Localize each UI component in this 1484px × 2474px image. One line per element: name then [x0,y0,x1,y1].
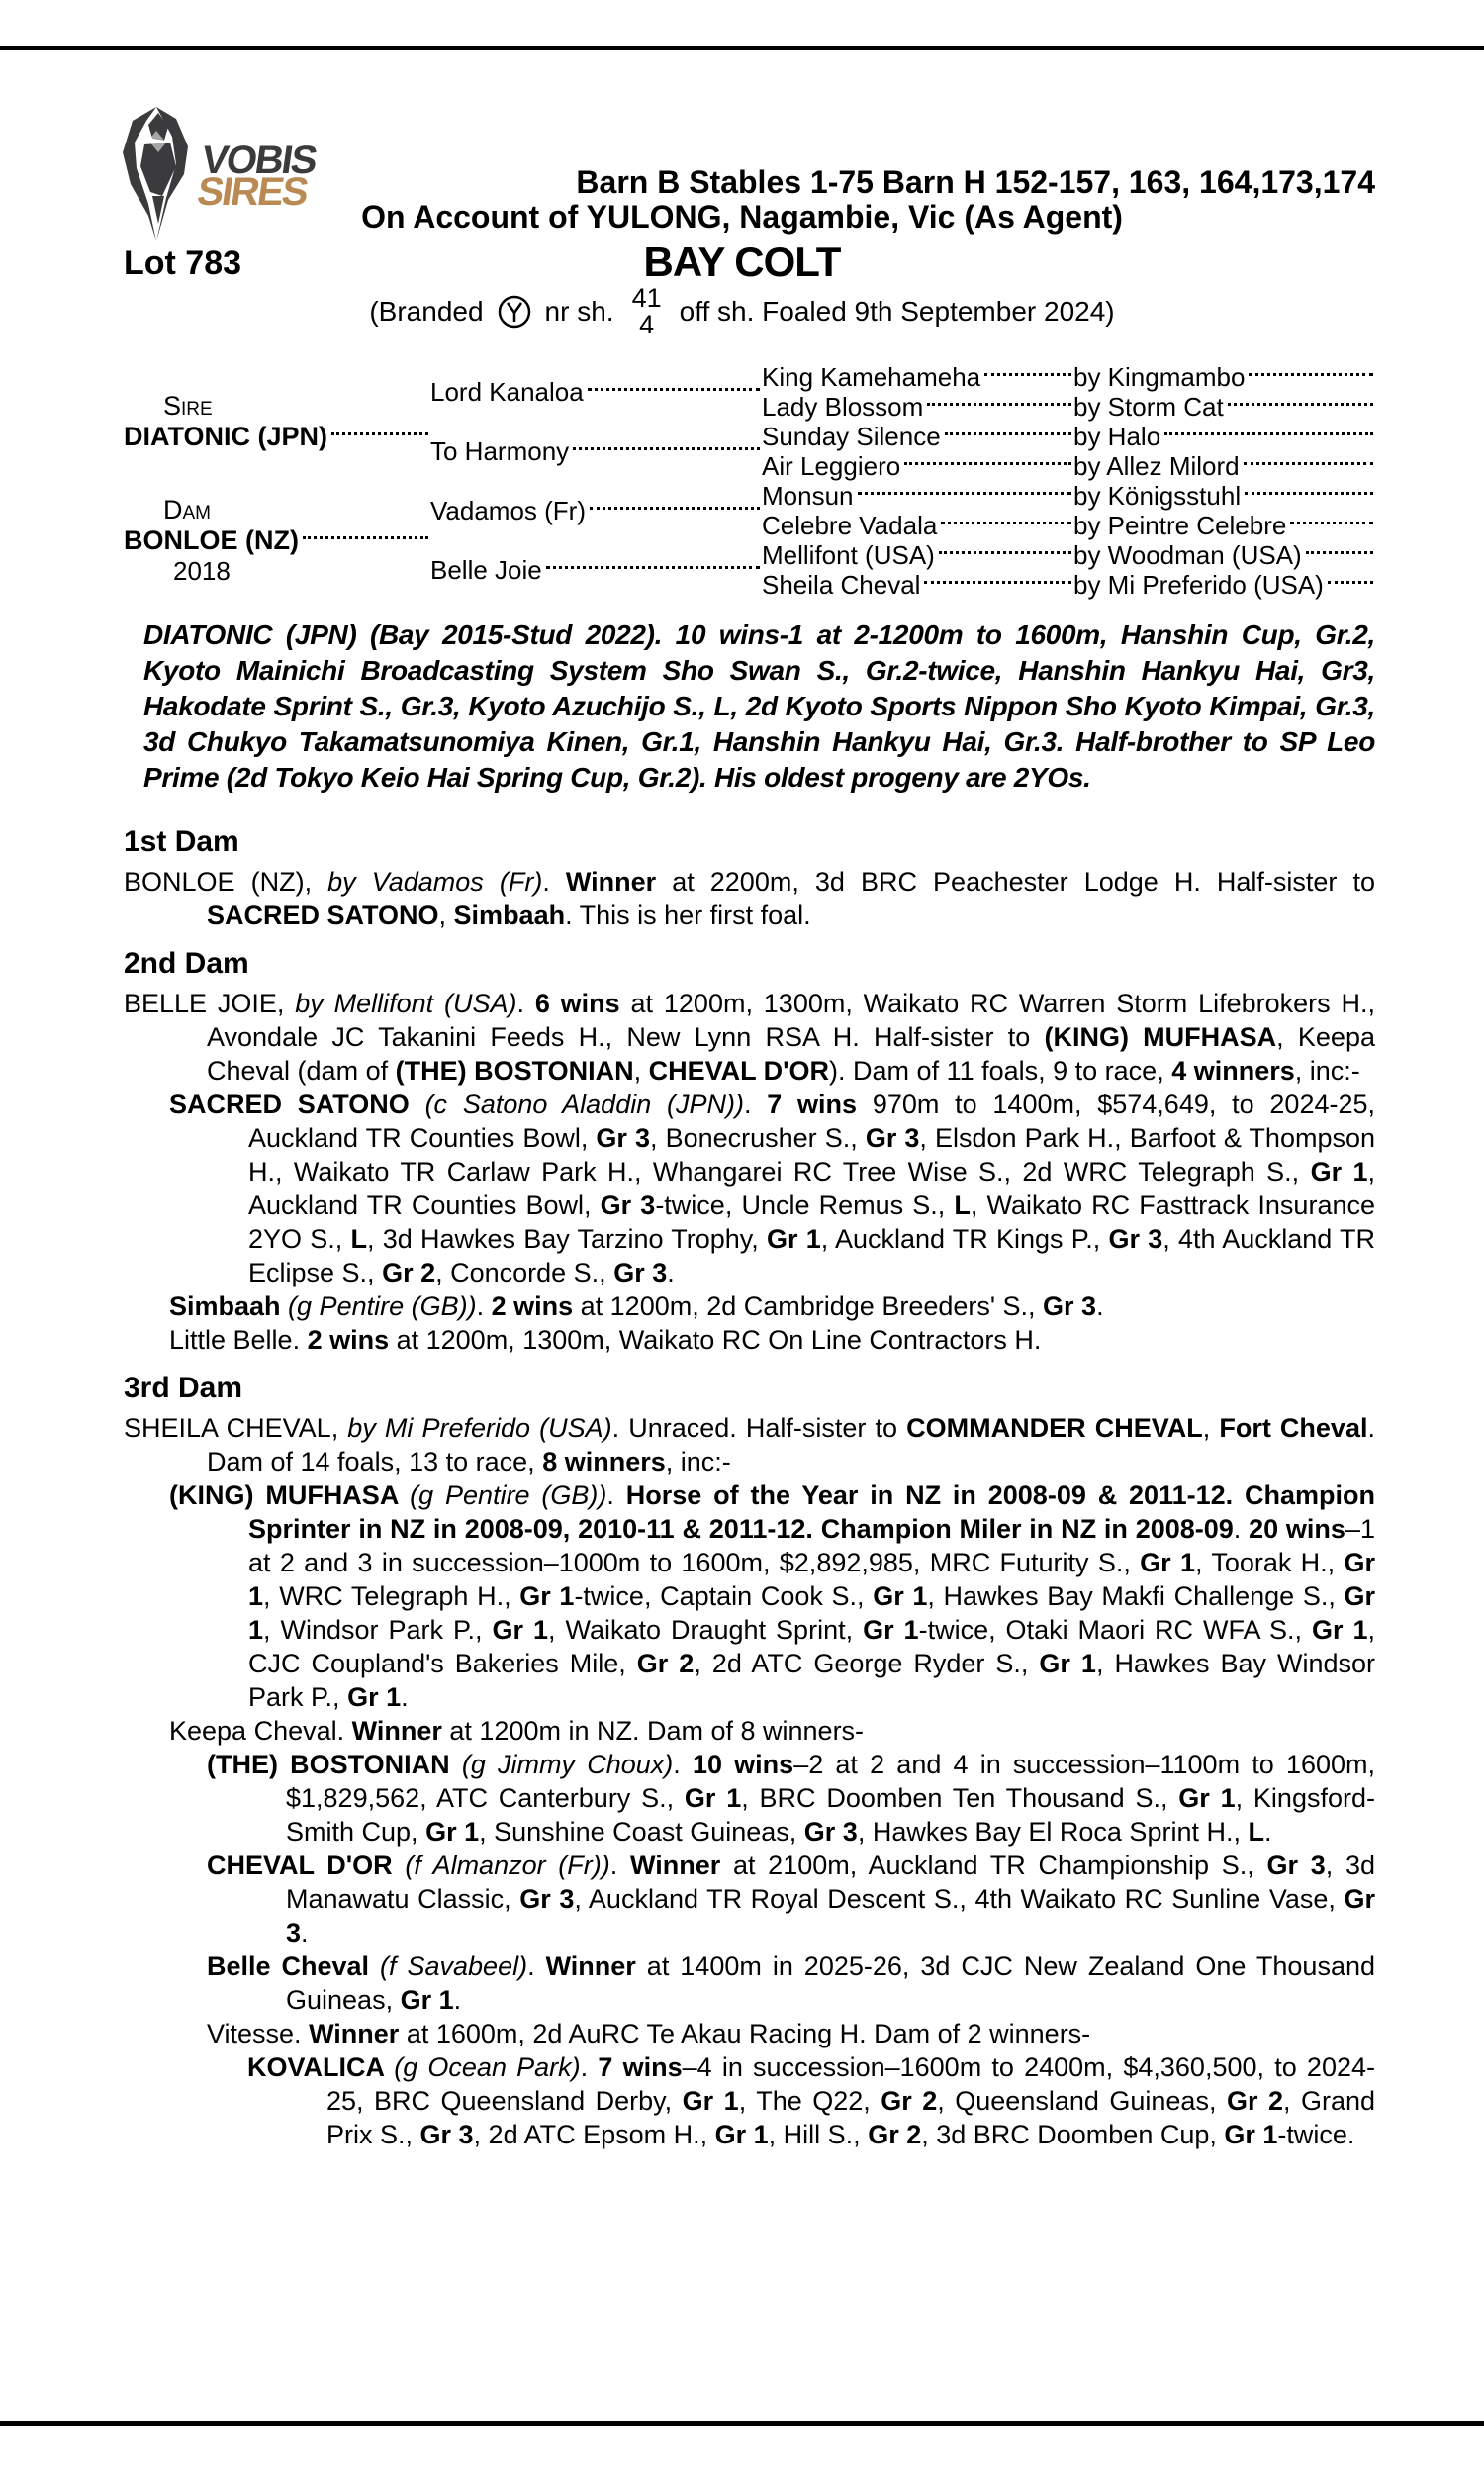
pedigree-parent [430,362,762,422]
logo-word-sires: SIRES [194,170,310,214]
pedigree-grandparent [762,540,1073,570]
para-little-belle: Little Belle. 2 wins at 1200m, 1300m, Waikato RC On Line Contractors H. [169,1325,1042,1355]
branding-line [0,285,1484,338]
grandparent-name: King Kamehameha [762,361,981,392]
brand-number-bottom: 4 [639,310,655,339]
pedigree-grandparent [762,422,1073,451]
horse-description-title: BAY COLT [643,238,841,285]
dot-leader [1249,373,1373,376]
dam-cell [124,481,430,600]
dot-leader [984,373,1071,376]
by-sire: by Kingmambo [1073,361,1246,392]
by-sire: by Peintre Celebre [1073,510,1287,540]
bottom-rule [0,2421,1484,2426]
sire-race-record-summary: DIATONIC (JPN) (Bay 2015-Stud 2022). 10 wins-1 at 2-1200m to 1600m, Hanshin Cup, Gr.2, Kyoto Mainichi Broadcasting System Sho Swan S., Gr.2-twice, Hanshin Hankyu Hai, Gr3, Hakodate Sprint S., Gr.3, Kyoto Azuchijo S., L, 2d Kyoto Sports Nippon Sho Kyoto Kimpai, Gr.3, 3d Chukyo Takamatsunomiya Kinen, Gr.1, Hanshin Hankyu Hai, Gr.3. Half-brother to SP Leo Prime (2d Tokyo Keio Hai Spring Cup, Gr.2). His oldest progeny are 2YOs. [143,619,1375,793]
parent-name: To Harmony [430,435,570,466]
dot-leader [1306,551,1373,554]
dot-leader [927,403,1071,406]
grandparent-name: Air Leggiero [762,450,901,481]
sire-cell [124,362,430,481]
dot-leader [904,462,1071,465]
lot-number: Lot 783 [124,244,242,282]
pedigree-table [124,362,1375,600]
brand-symbol-icon [496,293,533,331]
pedigree-grandsire-by [1073,481,1375,511]
top-rule [0,46,1484,50]
dot-leader [939,551,1071,554]
vendor-account-line: On Account of YULONG, Nagambie, Vic (As Agent) [361,199,1123,235]
pedigree-grandsire-by [1073,540,1375,570]
dot-leader [546,566,760,569]
pedigree-parent [430,481,762,540]
by-sire: by Storm Cat [1073,391,1224,422]
pedigree-grandsire-by [1073,392,1375,422]
pedigree-grandparent [762,481,1073,511]
para-vitesse: Vitesse. Winner at 1600m, 2d AuRC Te Akau Racing H. Dam of 2 winners- [207,2019,1091,2048]
parent-name: Lord Kanaloa [430,376,584,407]
heading-3rd-dam: 3rd Dam [124,1372,243,1404]
heading-1st-dam: 1st Dam [124,825,239,858]
sire-name: DIATONIC (JPN) [124,422,328,451]
sire-label: Sire [163,391,213,421]
grandparent-name: Mellifont (USA) [762,539,935,570]
grandparent-name: Monsun [762,480,854,511]
dot-leader [303,536,428,539]
para-belle-joie: BELLE JOIE, by Mellifont (USA). 6 wins at 1200m, 1300m, Waikato RC Warren Storm Lifebrokers H., Avondale JC Takanini Feeds H., New Lynn RSA H. Half-sister to (KING) MUFHASA, Keepa Cheval (dam of (THE) BOSTONIAN, CHEVAL D'OR). Dam of 11 foals, 9 to race, 4 winners, inc:- [124,989,1375,1086]
para-king-mufhasa: (KING) MUFHASA (g Pentire (GB)). Horse of the Year in NZ in 2008-09 & 2011-12. Champion Sprinter in NZ in 2008-09, 2010-11 & 2011-12. Champion Miler in NZ in 2008-09. 20 wins–1 at 2 and 3 in succession–1000m to 1600m, $2,892,985, MRC Futurity S., Gr 1, Toorak H., Gr 1, WRC Telegraph H., Gr 1-twice, Captain Cook S., Gr 1, Hawkes Bay Makfi Challenge S., Gr 1, Windsor Park P., Gr 1, Waikato Draught Sprint, Gr 1-twice, Otaki Maori RC WFA S., Gr 1, CJC Coupland's Bakeries Mile, Gr 2, 2d ATC George Ryder S., Gr 1, Hawkes Bay Windsor Park P., Gr 1. [169,1480,1376,1712]
brand-number [626,285,668,338]
dot-leader [590,507,760,510]
dot-leader [1164,432,1373,435]
parent-name: Belle Joie [430,554,542,585]
pedigree-grandparent [762,392,1073,422]
dot-leader [941,522,1071,524]
dot-leader [1328,581,1373,584]
dot-leader [573,447,760,450]
barn-allocation-line: Barn B Stables 1-75 Barn H 152-157, 163, 164,173,174 [576,164,1375,200]
pedigree-grandsire-by [1073,422,1375,451]
pedigree-grandsire-by [1073,570,1375,600]
grandparent-name: Celebre Vadala [762,510,938,540]
near-shoulder-label: nr sh. [544,296,614,327]
para-kovalica: KOVALICA (g Ocean Park). 7 wins–4 in succession–1600m to 2400m, $4,360,500, to 2024-25, BRC Queensland Derby, Gr 1, The Q22, Gr 2, Queensland Guineas, Gr 2, Grand Prix S., Gr 3, 2d ATC Epsom H., Gr 1, Hill S., Gr 2, 3d BRC Doomben Cup, Gr 1-twice. [247,2052,1376,2149]
para-sacred-satono: SACRED SATONO (c Satono Aladdin (JPN)). 7 wins 970m to 1400m, $574,649, to 2024-25, Auckland TR Counties Bowl, Gr 3, Bonecrusher S., Gr 3, Elsdon Park H., Barfoot & Thompson H., Waikato TR Carlaw Park H., Whangarei RC Tree Wise S., 2d WRC Telegraph S., Gr 1, Auckland TR Counties Bowl, Gr 3-twice, Uncle Remus S., L, Waikato RC Fasttrack Insurance 2YO S., L, 3d Hawkes Bay Tarzino Trophy, Gr 1, Auckland TR Kings P., Gr 3, 4th Auckland TR Eclipse S., Gr 2, Concorde S., Gr 3. [169,1090,1376,1287]
para-sheila-cheval: SHEILA CHEVAL, by Mi Preferido (USA). Unraced. Half-sister to COMMANDER CHEVAL, Fort Cheval. Dam of 14 foals, 13 to race, 8 winners, inc:- [124,1413,1375,1476]
branded-prefix: (Branded [369,296,484,327]
pedigree-body [124,824,1375,2151]
by-sire: by Königsstuhl [1073,480,1242,511]
by-sire: by Mi Preferido (USA) [1073,569,1324,600]
para-cheval-dor: CHEVAL D'OR (f Almanzor (Fr)). Winner at 2100m, Auckland TR Championship S., Gr 3, 3d Manawatu Classic, Gr 3, Auckland TR Royal Descent S., 4th Waikato RC Sunline Vase, Gr 3. [207,1851,1375,1948]
para-bonloe: BONLOE (NZ), by Vadamos (Fr). Winner at 2200m, 3d BRC Peachester Lodge H. Half-sister to SACRED SATONO, Simbaah. This is her first foal. [124,867,1375,930]
grandparent-name: Lady Blossom [762,391,924,422]
pedigree-parent [430,540,762,600]
dam-name: BONLOE (NZ) [124,524,299,555]
dot-leader [1228,403,1373,406]
dot-leader [1244,462,1373,465]
grandparent-name: Sunday Silence [762,421,941,451]
heading-2nd-dam: 2nd Dam [124,947,249,980]
dot-leader [1290,522,1373,524]
dot-leader [1245,492,1373,495]
pedigree-grandsire-by [1073,511,1375,540]
dot-leader [924,581,1071,584]
by-sire: by Allez Milord [1073,450,1240,481]
parent-name: Vadamos (Fr) [430,495,586,525]
logo-word-vobis: VOBIS [199,139,319,182]
brand-number-top: 41 [631,283,662,313]
dam-label: Dam [163,494,211,524]
pedigree-grandparent [762,511,1073,540]
foaling-date: off sh. Foaled 9th September 2024) [679,296,1115,327]
pedigree-grandsire-by [1073,362,1375,392]
dot-leader [945,432,1071,435]
dot-leader [588,388,760,391]
para-simbaah: Simbaah (g Pentire (GB)). 2 wins at 1200m, 2d Cambridge Breeders' S., Gr 3. [169,1291,1104,1321]
by-sire: by Woodman (USA) [1073,539,1302,570]
pedigree-grandparent [762,362,1073,392]
grandparent-name: Sheila Cheval [762,569,921,600]
dot-leader [331,432,428,435]
pedigree-parent [430,422,762,481]
para-belle-cheval: Belle Cheval (f Savabeel). Winner at 1400m in 2025-26, 3d CJC New Zealand One Thousand Guineas, Gr 1. [207,1951,1375,2015]
by-sire: by Halo [1073,421,1161,451]
pedigree-grandparent [762,570,1073,600]
pedigree-grandsire-by [1073,451,1375,481]
para-the-bostonian: (THE) BOSTONIAN (g Jimmy Choux). 10 wins–2 at 2 and 4 in succession–1100m to 1600m, $1,829,562, ATC Canterbury S., Gr 1, BRC Doomben Ten Thousand S., Gr 1, Kingsford-Smith Cup, Gr 1, Sunshine Coast Guineas, Gr 3, Hawkes Bay El Roca Sprint H., L. [207,1750,1375,1847]
dam-foaling-year: 2018 [173,555,231,586]
dot-leader [858,492,1072,495]
pedigree-grandparent [762,451,1073,481]
para-keepa-cheval: Keepa Cheval. Winner at 1200m in NZ. Dam of 8 winners- [169,1716,865,1746]
